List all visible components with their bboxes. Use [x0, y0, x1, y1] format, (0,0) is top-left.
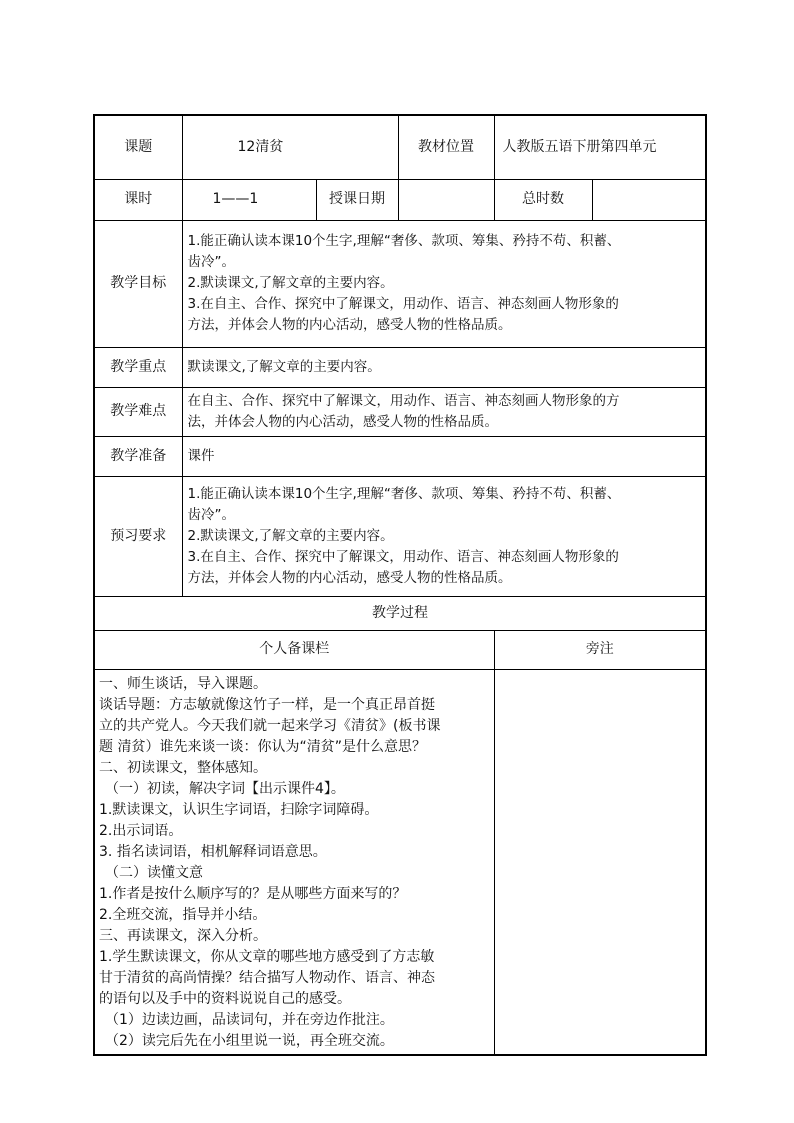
focus-label: 教学重点: [94, 347, 182, 387]
process-line: 1.默读课文，认识生字词语，扫除字词障碍。: [99, 801, 379, 818]
goals-line: 方法，并体会人物的内心活动，感受人物的性格品质。: [187, 317, 512, 333]
row-difficulty: [94, 387, 706, 436]
process-line: 三、再读课文，深入分析。: [99, 927, 267, 944]
preview-line: 3.在自主、合作、探究中了解课文，用动作、语言、神态刻画人物形象的: [187, 548, 619, 565]
preparation-value: 课件: [182, 436, 706, 476]
difficulty-line: 在自主、合作、探究中了解课文，用动作、语言、神态刻画人物形象的方: [187, 392, 620, 409]
process-line: 立的共产党人。今天我们就一起来学习《清贫》(板书课: [99, 717, 441, 734]
row-process-body: [94, 669, 706, 1055]
process-line: 二、初读课文，整体感知。: [99, 759, 267, 776]
location-value: 人教版五语下册第四单元: [494, 115, 706, 179]
topic-label: 课题: [94, 115, 182, 179]
location-label: 教材位置: [398, 115, 494, 179]
process-line: （2）读完后先在小组里说一说，再全班交流。: [105, 1032, 394, 1049]
preview-line: 方法，并体会人物的内心活动，感受人物的性格品质。: [187, 569, 512, 586]
row-preview: [94, 476, 706, 596]
process-notes-content: [494, 669, 706, 1055]
process-notes-header: 旁注: [494, 630, 706, 669]
process-line: 3. 指名读词语，相机解释词语意思。: [99, 843, 327, 860]
row-topic: [94, 115, 706, 179]
preview-line: 1.能正确认读本课10个生字,理解“奢侈、款项、筹集、矜持不苟、积蓄、: [187, 485, 621, 502]
process-line: 2.全班交流，指导并小结。: [99, 906, 267, 923]
preview-label: 预习要求: [94, 476, 182, 596]
process-line: 1.学生默读课文，你从文章的哪些地方感受到了方志敏: [99, 948, 435, 965]
date-value: [398, 179, 494, 220]
goals-line: 3.在自主、合作、探究中了解课文，用动作、语言、神态刻画人物形象的: [187, 296, 619, 312]
row-process-headers: [94, 630, 706, 669]
row-period: [94, 179, 706, 220]
total-label: 总时数: [494, 179, 592, 220]
goals-line: 1.能正确认读本课10个生字,理解“奢侈、款项、筹集、矜持不苟、积蓄、: [187, 233, 621, 249]
row-process-title: [94, 596, 706, 630]
goals-label: 教学目标: [94, 220, 182, 347]
difficulty-label: 教学难点: [94, 387, 182, 436]
preview-content: [182, 476, 706, 596]
process-line: 题 清贫）谁先来谈一谈：你认为“清贫”是什么意思？: [99, 738, 426, 755]
process-title: 教学过程: [94, 596, 706, 630]
process-line: 1.作者是按什么顺序写的？是从哪些方面来写的？: [99, 885, 407, 902]
goals-content: [182, 220, 706, 347]
preparation-label: 教学准备: [94, 436, 182, 476]
goals-line: 2.默读课文,了解文章的主要内容。: [187, 275, 394, 291]
preview-line: 2.默读课文,了解文章的主要内容。: [187, 527, 394, 544]
process-line: （1）边读边画，品读词句，并在旁边作批注。: [105, 1011, 394, 1028]
difficulty-line: 法，并体会人物的内心活动，感受人物的性格品质。: [187, 413, 498, 430]
focus-value: 默读课文,了解文章的主要内容。: [182, 347, 706, 387]
process-line: 一、师生谈话，导入课题。: [99, 675, 267, 692]
process-line: （二）读懂文意: [105, 864, 203, 881]
difficulty-content: [182, 387, 706, 436]
row-preparation: [94, 436, 706, 476]
goals-line: 齿冷”。: [187, 254, 235, 270]
process-main-content: [94, 669, 494, 1055]
process-line: 的语句以及手中的资料说说自己的感受。: [99, 990, 351, 1007]
row-focus: [94, 347, 706, 387]
topic-value: 12清贫: [182, 115, 398, 179]
process-line: 谈话导题：方志敏就像这竹子一样，是一个真正昂首挺: [99, 696, 435, 713]
process-line: 2.出示词语。: [99, 822, 183, 839]
period-value: 1——1: [182, 179, 316, 220]
preview-line: 齿冷”。: [187, 506, 235, 523]
process-main-header: 个人备课栏: [94, 630, 494, 669]
period-label: 课时: [94, 179, 182, 220]
process-line: 甘于清贫的高尚情操？结合描写人物动作、语言、神态: [99, 969, 435, 986]
date-label: 授课日期: [316, 179, 398, 220]
total-value: [592, 179, 706, 220]
process-line: （一）初读，解决字词【出示课件4】。: [105, 780, 345, 797]
row-goals: [94, 220, 706, 347]
lesson-plan-table: [93, 114, 707, 1056]
